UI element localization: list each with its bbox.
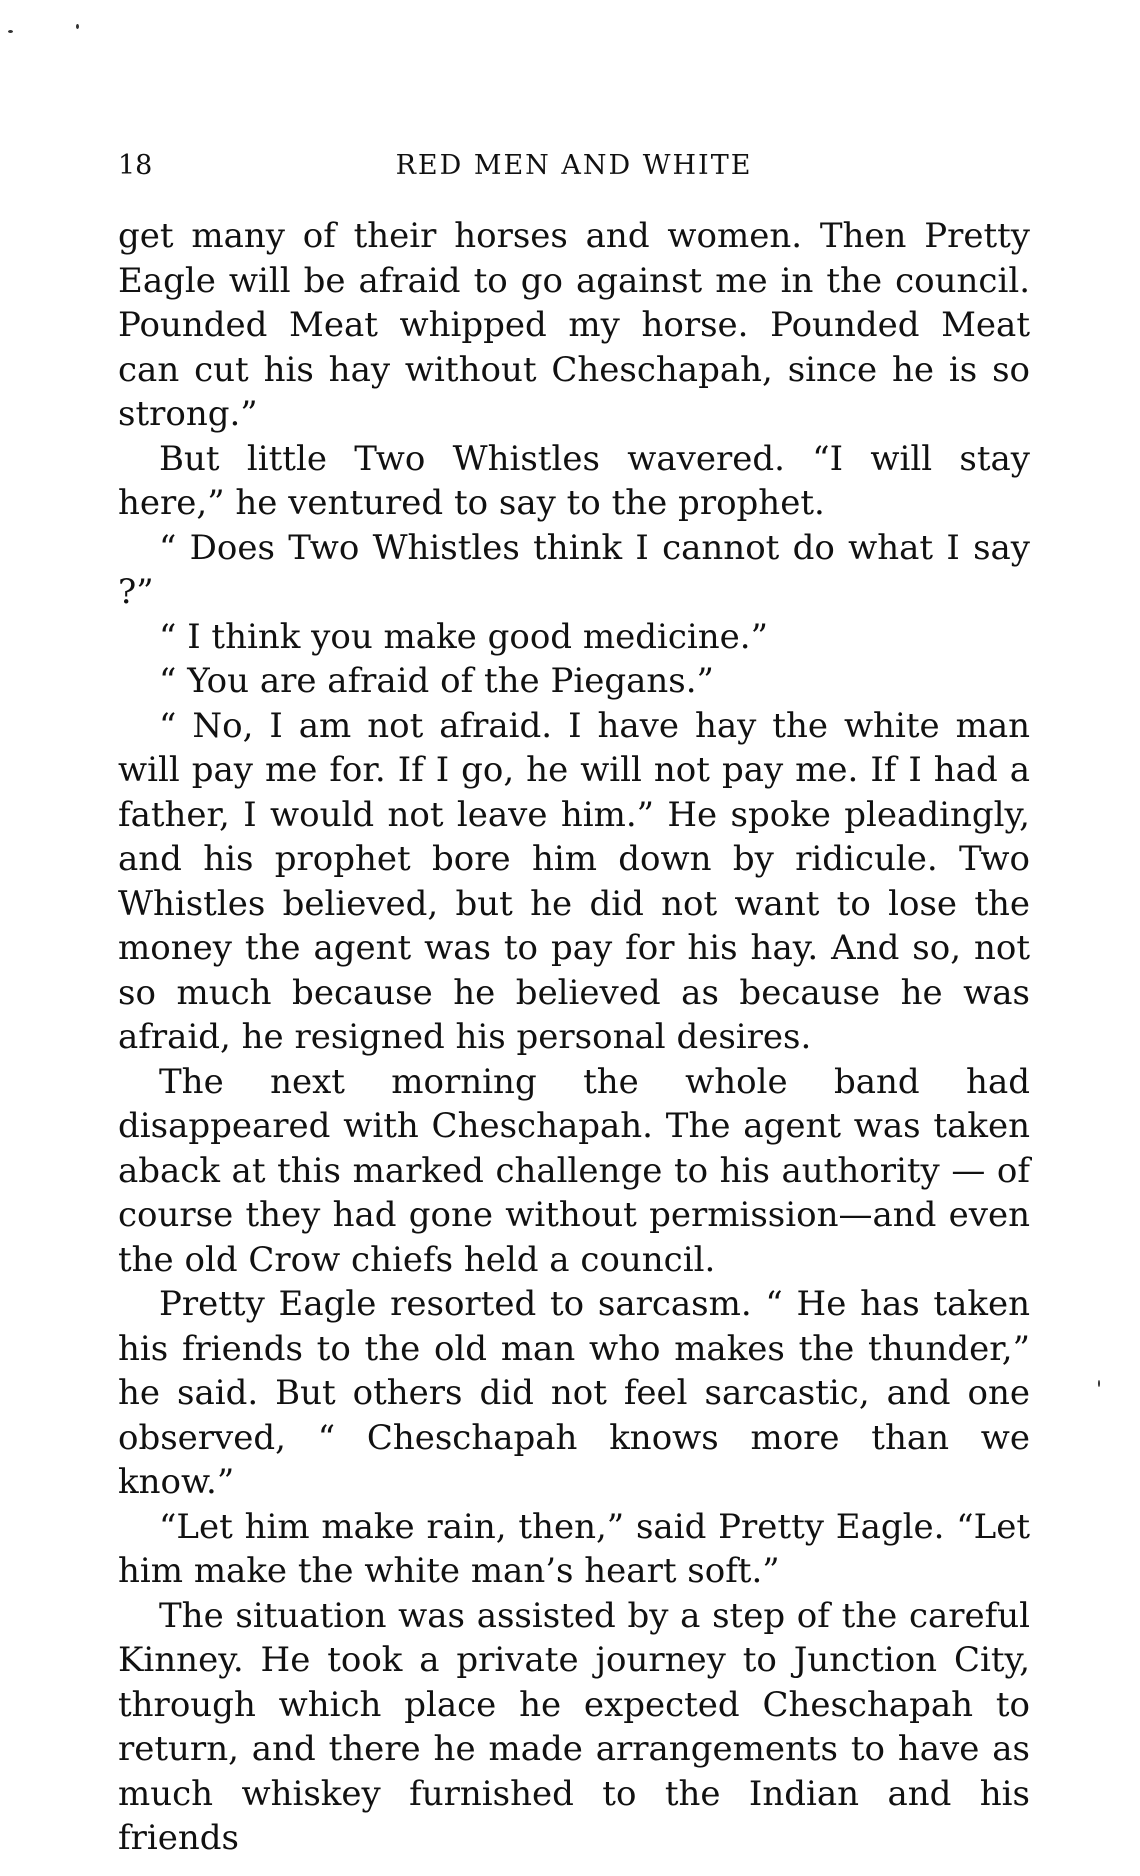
page-number: 18 [118,150,153,181]
paragraph: “ I think you make good medicine.” [159,616,768,657]
paragraph: “Let him make rain, then,” said Pretty Eagle. “Let him make the white man’s heart soft.” [118,1506,1030,1591]
paragraph: “ No, I am not afraid. I have hay the white man will pay me for. If I go, he will not pay me. If I had a father, I would not leave him.” He spoke pleadingly, and his prophet bore him down by ridicule. Two Whistles believed, but he did not want to lose the money the agent was to pay for his hay. And so, not so much because he believed as because he was afraid, he resigned his personal desires. [118,705,1030,1057]
print-speck [76,24,79,29]
paragraph: But little Two Whistles wavered. “I will stay here,” he ventured to say to the prophet. [118,438,1030,523]
paragraph: The situation was assisted by a step of the careful Kinney. He took a private journey to Junction City, through which place he expected Cheschapah to return, and there he made arrangements to have as much whiskey furnished to the Indian and his friends [118,1595,1030,1858]
book-page [118,150,1030,1861]
print-speck [8,30,13,33]
paragraph: get many of their horses and women. Then Pretty Eagle will be afraid to go against me in the council. Pounded Meat whipped my horse. Pounded Meat can cut his hay without Cheschapah, since he is so strong.” [118,216,1030,434]
running-title: RED MEN AND WHITE [395,150,753,181]
paragraph: The next morning the whole band had disappeared with Cheschapah. The agent was taken aback at this marked challenge to his authority — of course they had gone without permission—and even the old Crow chiefs held a council. [118,1061,1030,1280]
paragraph: “ Does Two Whistles think I cannot do what I say ?” [118,527,1030,612]
running-head [118,150,1030,190]
print-speck [1098,1380,1100,1387]
body-text [118,214,1030,1861]
paragraph: “ You are afraid of the Piegans.” [159,661,714,701]
paragraph: Pretty Eagle resorted to sarcasm. “ He has taken his friends to the old man who makes the thunder,” he said. But others did not feel sarcastic, and one observed, “ Cheschapah knows more than we know.” [118,1284,1030,1502]
